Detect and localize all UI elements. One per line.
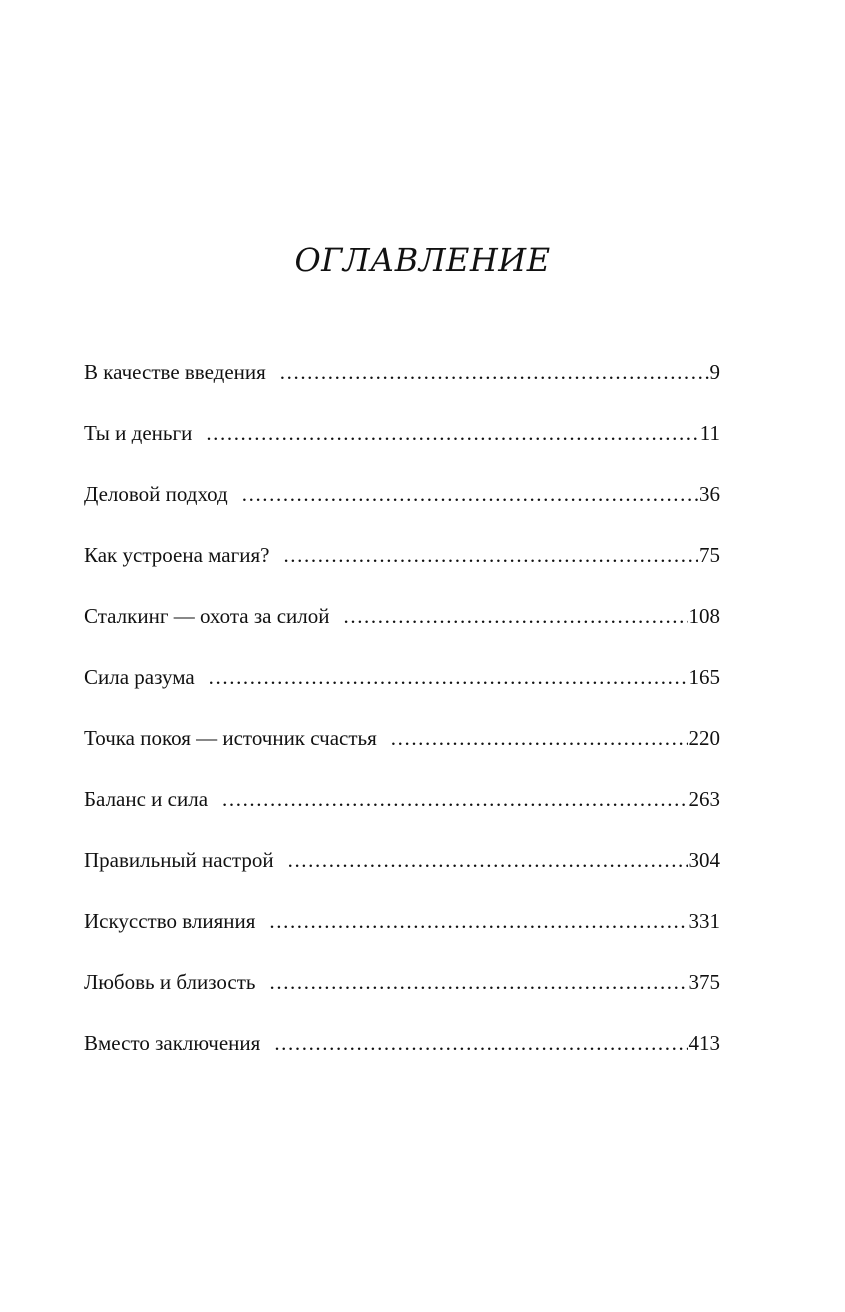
- dot-leader: [274, 1027, 687, 1059]
- dot-leader: [209, 661, 688, 693]
- toc-entry-title: Точка покоя — источник счастья: [84, 726, 377, 750]
- toc-entry-page-number: 331: [688, 909, 720, 933]
- toc-entry-page-number: 36: [699, 482, 720, 506]
- dot-leader: [270, 966, 688, 998]
- toc-entry-page-number: 11: [699, 421, 720, 445]
- toc-entry: [84, 722, 720, 783]
- toc-entry: [84, 356, 720, 417]
- toc-entry-page-number: 108: [688, 604, 720, 628]
- toc-entry: [84, 478, 720, 539]
- toc-entry-title: Любовь и близость: [84, 970, 256, 994]
- dot-leader: [222, 783, 687, 815]
- dot-leader: [391, 722, 688, 754]
- toc-entry: [84, 844, 720, 905]
- toc-entry-title: Деловой подход: [84, 482, 228, 506]
- toc-entry: [84, 661, 720, 722]
- table-of-contents: [84, 356, 720, 1088]
- toc-entry-title: В качестве введения: [84, 360, 266, 384]
- toc-entry: [84, 966, 720, 1027]
- toc-entry-page-number: 375: [688, 970, 720, 994]
- toc-entry-page-number: 220: [688, 726, 720, 750]
- toc-entry-title: Сила разума: [84, 665, 195, 689]
- toc-entry-page-number: 304: [688, 848, 720, 872]
- toc-entry: [84, 783, 720, 844]
- toc-entry-page-number: 165: [688, 665, 720, 689]
- toc-entry-page-number: 413: [688, 1031, 720, 1055]
- dot-leader: [269, 905, 687, 937]
- toc-entry-page-number: 75: [699, 543, 720, 567]
- dot-leader: [283, 539, 698, 571]
- dot-leader: [288, 844, 688, 876]
- toc-entry: [84, 539, 720, 600]
- toc-entry-title: Вместо заключения: [84, 1031, 261, 1055]
- toc-entry-title: Правильный настрой: [84, 848, 274, 872]
- dot-leader: [206, 417, 698, 449]
- dot-leader: [344, 600, 688, 632]
- dot-leader: [242, 478, 698, 510]
- toc-entry: [84, 417, 720, 478]
- dot-leader: [280, 356, 709, 388]
- toc-entry-title: Искусство влияния: [84, 909, 256, 933]
- toc-entry-page-number: 9: [709, 360, 720, 384]
- toc-entry-title: Ты и деньги: [84, 421, 193, 445]
- toc-entry-title: Как устроена магия?: [84, 543, 270, 567]
- toc-entry-title: Сталкинг — охота за силой: [84, 604, 330, 628]
- page-title: ОГЛАВЛЕНИЕ: [294, 241, 551, 279]
- toc-entry: [84, 905, 720, 966]
- toc-entry-page-number: 263: [688, 787, 720, 811]
- toc-entry: [84, 1027, 720, 1088]
- toc-entry: [84, 600, 720, 661]
- toc-entry-title: Баланс и сила: [84, 787, 209, 811]
